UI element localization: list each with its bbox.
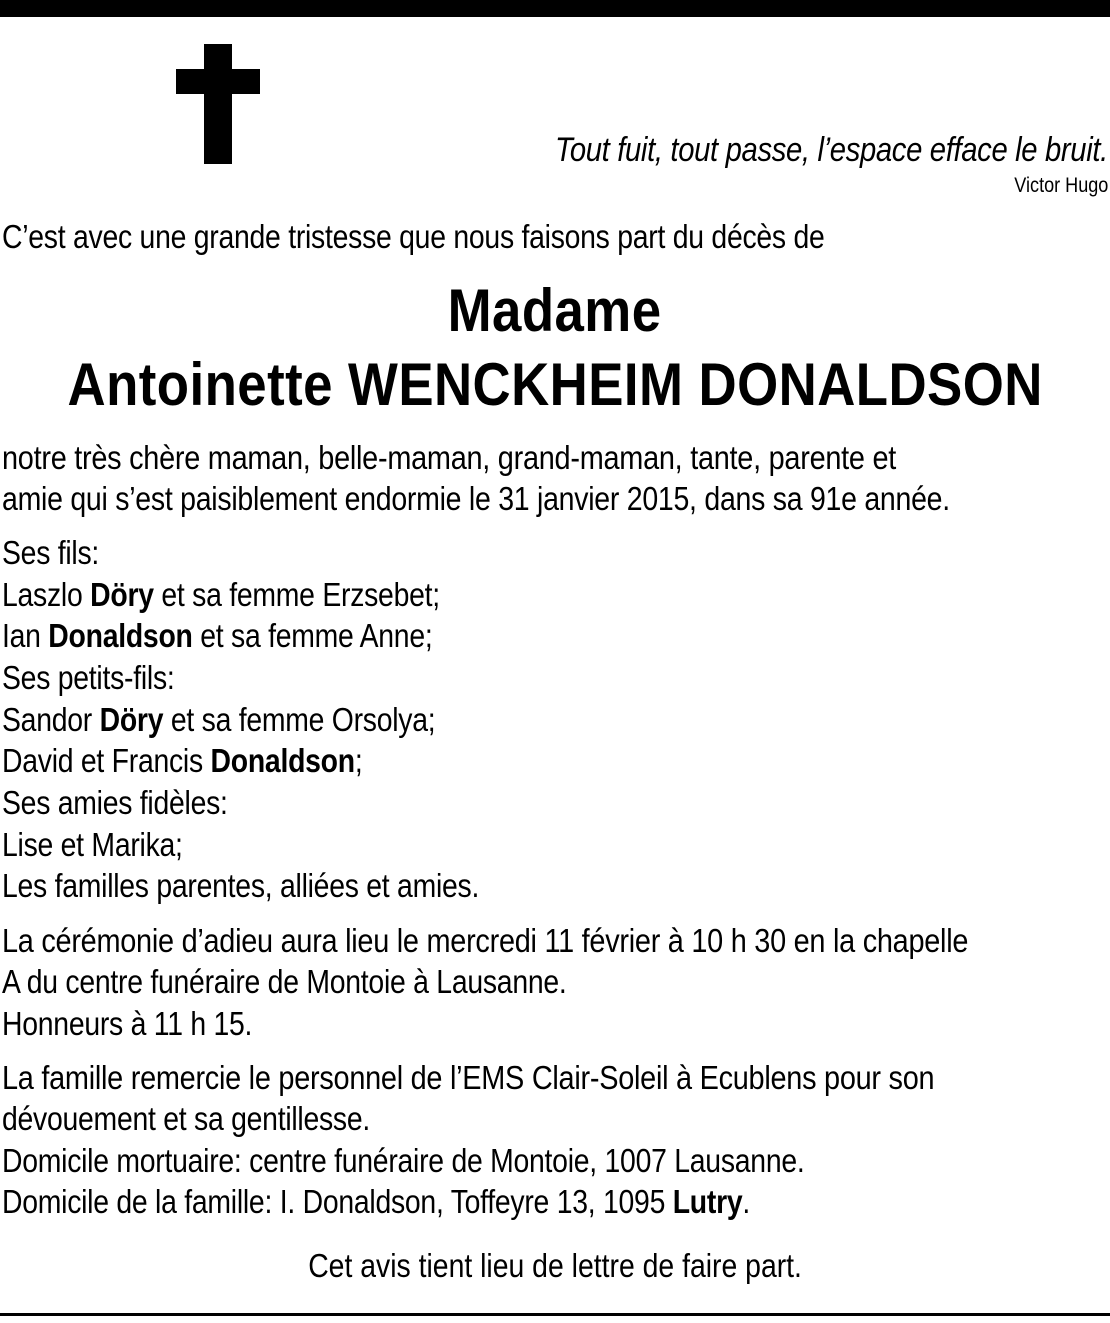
cross-icon (176, 44, 260, 164)
family-address: Domicile de la famille: I. Donaldson, Toffeyre 13, 1095 Lutry. (2, 1183, 751, 1220)
families-line: Les familles parentes, alliées et amies. (2, 867, 480, 904)
sons-heading: Ses fils: (2, 534, 100, 571)
friends-names: Lise et Marika; (2, 826, 183, 863)
ceremony-line-3: Honneurs à 11 h 15. (2, 1005, 253, 1042)
friends-heading: Ses amies fidèles: (2, 784, 228, 821)
epigraph-quote: Tout fuit, tout passe, l’espace efface le bruit. (555, 131, 1108, 169)
deceased-title: Madame (448, 277, 662, 344)
grandson-2: David et Francis Donaldson; (2, 742, 363, 779)
intro-text: C’est avec une grande tristesse que nous faisons part du décès de (2, 218, 825, 255)
tribute-line-2: amie qui s’est paisiblement endormie le 31 janvier 2015, dans sa 91e année. (2, 480, 950, 517)
city: Lutry (672, 1183, 743, 1220)
grandsons-heading: Ses petits-fils: (2, 659, 175, 696)
thanks-line-2: dévouement et sa gentillesse. (2, 1100, 370, 1137)
epigraph-author: Victor Hugo (1013, 174, 1108, 197)
tribute-line-1: notre très chère maman, belle-maman, grand-maman, tante, parente et (2, 439, 897, 476)
closing-note: Cet avis tient lieu de lettre de faire part. (308, 1247, 802, 1284)
top-rule (0, 0, 1110, 17)
thanks-line-1: La famille remercie le personnel de l’EMS Clair-Soleil à Ecublens pour son (2, 1059, 935, 1096)
grandson-1: Sandor Döry et sa femme Orsolya; (2, 701, 436, 738)
bottom-rule (0, 1313, 1110, 1316)
surname: Donaldson (48, 617, 193, 654)
mortuary-address: Domicile mortuaire: centre funéraire de Montoie, 1007 Lausanne. (2, 1142, 805, 1179)
deceased-name: Antoinette WENCKHEIM DONALDSON (67, 351, 1043, 418)
surname: Döry (99, 701, 164, 738)
ceremony-line-1: La cérémonie d’adieu aura lieu le mercredi 11 février à 10 h 30 en la chapelle (2, 922, 969, 959)
surname: Donaldson (210, 742, 355, 779)
surname: Döry (90, 576, 154, 613)
son-2: Ian Donaldson et sa femme Anne; (2, 617, 433, 654)
ceremony-line-2: A du centre funéraire de Montoie à Lausanne. (2, 963, 567, 1000)
son-1: Laszlo Döry et sa femme Erzsebet; (2, 576, 440, 613)
